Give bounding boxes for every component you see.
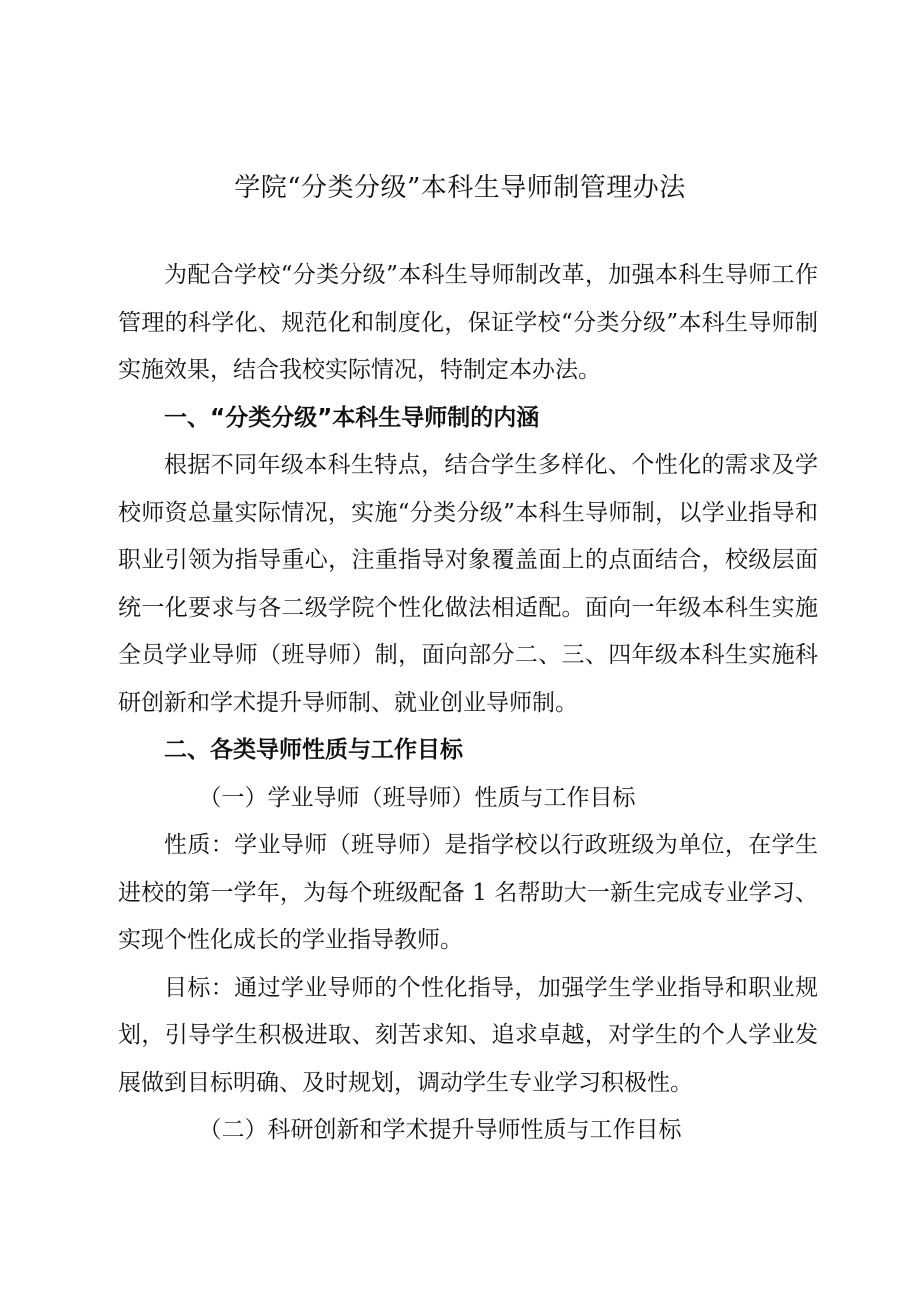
intro-paragraph: 为配合学校“分类分级”本科生导师制改革，加强本科生导师工作管理的科学化、规范化和制度化，保证学校“分类分级”本科生导师制实施效果，结合我校实际情况，特制定本办法。 [118,262,818,383]
goal-paragraph: 目标：通过学业导师的个性化指导，加强学生学业指导和职业规划，引导学生积极进取、刻苦求知、追求卓越，对学生的个人学业发展做到目标明确、及时规划，调动学生专业学习积极性。 [118,974,818,1096]
document-body [118,252,818,1155]
nature-paragraph: 性质：学业导师（班导师）是指学校以行政班级为单位，在学生进校的第一学年，为每个班级配备 1 名帮助大一新生完成专业学习、实现个性化成长的学业指导教师。 [118,832,818,953]
subsection-heading-2: （二）科研创新和学术提升导师性质与工作目标 [198,1117,682,1143]
section-heading-2: 二、各类导师性质与工作目标 [164,737,463,763]
section-1-paragraph: 根据不同年级本科生特点，结合学生多样化、个性化的需求及学校师资总量实际情况，实施“分类分级”本科生导师制，以学业指导和职业引领为指导重心，注重指导对象覆盖面上的点面结合，校级层面统一化要求与各二级学院个性化做法相适配。面向一年级本科生实施全员学业导师（班导师）制，面向部分二、三、四年级本科生实施科研创新和学术提升导师制、就业创业导师制。 [118,452,818,716]
document-title: 学院“分类分级”本科生导师制管理办法 [234,173,686,203]
section-heading-1: 一、“分类分级”本科生导师制的内涵 [164,404,540,431]
subsection-heading-1: （一）学业导师（班导师）性质与工作目标 [198,784,636,811]
